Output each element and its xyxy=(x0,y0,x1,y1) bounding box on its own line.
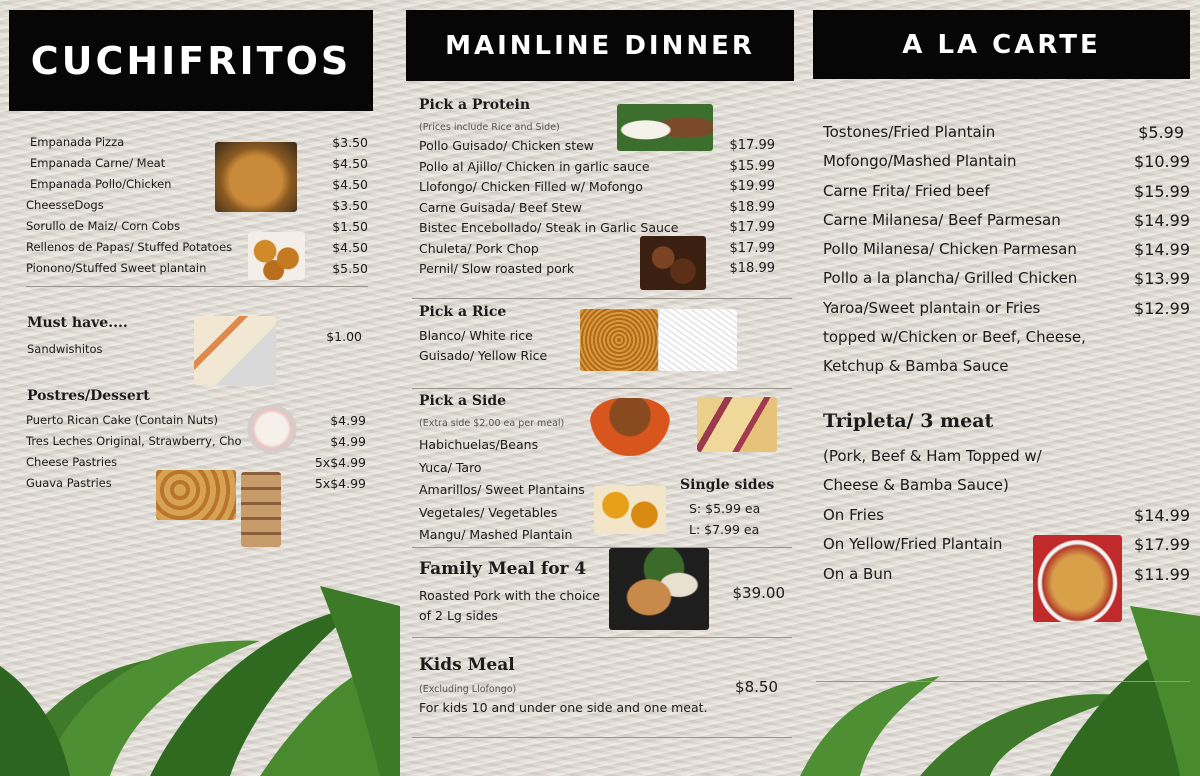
sandwich-photo xyxy=(194,316,276,385)
sandwishitos-price: $1.00 xyxy=(326,329,362,344)
menu-item: Bistec Encebollado/ Steak in Garlic Sauce $17.99 xyxy=(419,220,775,235)
menu-item: Amarillos/ Sweet Plantains xyxy=(419,482,585,497)
palm-leaves-left-decoration xyxy=(0,546,400,776)
pork-chop-photo xyxy=(640,236,706,290)
beans-photo xyxy=(590,398,670,456)
menu-item: Pollo Guisado/ Chicken stew $17.99 xyxy=(419,138,775,153)
rice-item-white: Blanco/ White rice xyxy=(419,328,533,343)
tripleta-desc1: (Pork, Beef & Ham Topped w/ xyxy=(823,447,1042,465)
alacarte-menu xyxy=(823,118,1190,382)
divider xyxy=(26,286,368,287)
menu-item: Habichuelas/Beans xyxy=(419,437,539,452)
pick-side-heading: Pick a Side xyxy=(419,393,507,409)
side-note: (Extra side $2.00 ea per meal) xyxy=(419,418,565,429)
menu-item: Guava Pastries 5x$4.99 xyxy=(26,476,366,491)
menu-item-continued: Ketchup & Bamba Sauce xyxy=(823,357,1009,376)
plantains-photo xyxy=(594,486,666,534)
rice-item-yellow: Guisado/ Yellow Rice xyxy=(419,348,548,363)
cheese-pastries-photo xyxy=(156,470,236,520)
divider xyxy=(412,737,792,738)
menu-item: Chuleta/ Pork Chop $17.99 xyxy=(419,240,775,256)
menu-item: Pollo al Ajillo/ Chicken in garlic sauce $15.99 xyxy=(419,158,775,174)
menu-item-continued: topped w/Chicken or Beef, Cheese, xyxy=(823,328,1086,347)
cuchifritos-menu xyxy=(26,132,368,279)
menu-item: Yaroa/Sweet plantain or Fries $12.99 xyxy=(823,298,1190,318)
protein-menu xyxy=(419,136,775,280)
menu-item: Empanada Pizza $3.50 xyxy=(30,135,368,150)
menu-item: CheesseDogs $3.50 xyxy=(26,198,368,213)
side-menu xyxy=(419,434,585,547)
menu-item: Pernil/ Slow roasted pork $18.99 xyxy=(419,261,775,276)
single-small-price: S: $5.99 ea xyxy=(689,501,761,516)
pick-protein-heading: Pick a Protein xyxy=(419,97,531,113)
cake-photo xyxy=(247,405,297,453)
must-have-heading: Must have.... xyxy=(27,315,128,331)
single-large-price: L: $7.99 ea xyxy=(689,522,760,537)
menu-item: On Yellow/Fried Plantain $17.99 xyxy=(823,535,1190,555)
family-meal-heading: Family Meal for 4 xyxy=(419,559,587,579)
pick-rice-heading: Pick a Rice xyxy=(419,304,507,320)
menu-item: On Fries $14.99 xyxy=(823,506,1190,525)
menu-item: Carne Guisada/ Beef Stew $18.99 xyxy=(419,199,775,215)
menu-item: On a Bun $11.99 xyxy=(823,564,1190,584)
kids-meal-price: $8.50 xyxy=(735,678,778,696)
divider xyxy=(412,637,792,638)
menu-item: Rellenos de Papas/ Stuffed Potatoes $4.50 xyxy=(26,240,368,255)
dessert-heading: Postres/Dessert xyxy=(27,388,150,404)
menu-item: Empanada Pollo/Chicken $4.50 xyxy=(30,177,368,192)
kids-meal-desc: For kids 10 and under one side and one meat. xyxy=(419,700,708,715)
kids-meal-heading: Kids Meal xyxy=(419,655,515,675)
tripleta-photo xyxy=(1033,535,1122,622)
sandwishitos-item: Sandwishitos xyxy=(27,342,103,356)
menu-item: Tostones/Fried Plantain $5.99 xyxy=(823,123,1184,142)
menu-item: Carne Frita/ Fried beef $15.99 xyxy=(823,181,1190,201)
single-sides-heading: Single sides xyxy=(680,477,775,493)
divider xyxy=(412,298,792,299)
tripleta-options xyxy=(823,501,1190,589)
menu-item: Vegetales/ Vegetables xyxy=(419,504,558,520)
menu-item: Yuca/ Taro xyxy=(419,459,482,475)
cuchifritos-title: CUCHIFRITOS xyxy=(9,10,373,111)
rellenos-photo xyxy=(248,232,305,280)
yellow-rice-photo xyxy=(580,309,658,371)
alacarte-title: A LA CARTE xyxy=(813,10,1190,79)
menu-item: Cheese Pastries 5x$4.99 xyxy=(26,455,366,470)
menu-item: Mangu/ Mashed Plantain xyxy=(419,527,573,542)
tripleta-heading: Tripleta/ 3 meat xyxy=(823,410,994,432)
menu-item: Tres Leches Original, Strawberry, Cho $4.99 xyxy=(26,434,366,449)
yuca-photo xyxy=(697,397,777,452)
divider xyxy=(816,681,1190,682)
mainline-title: MAINLINE DINNER xyxy=(406,10,794,81)
kids-meal-note: (Excluding Llofongo) xyxy=(419,684,517,695)
white-rice-photo xyxy=(659,309,737,371)
menu-item: Pollo Milanesa/ Chicken Parmesan $14.99 xyxy=(823,240,1190,260)
menu-item: Pollo a la plancha/ Grilled Chicken $13.99 xyxy=(823,269,1190,289)
guava-pastries-photo xyxy=(241,472,281,547)
protein-plate-photo xyxy=(617,104,713,151)
empanada-photo xyxy=(215,142,297,212)
menu-item: Mofongo/Mashed Plantain $10.99 xyxy=(823,152,1190,172)
menu-item: Carne Milanesa/ Beef Parmesan $14.99 xyxy=(823,210,1190,230)
menu-item: Sorullo de Maiz/ Corn Cobs $1.50 xyxy=(26,219,368,234)
menu-item: Empanada Carne/ Meat $4.50 xyxy=(30,156,368,171)
divider xyxy=(412,547,792,548)
menu-item: Pionono/Stuffed Sweet plantain $5.50 xyxy=(26,261,368,276)
family-meal-line1: Roasted Pork with the choice xyxy=(419,588,600,603)
protein-note: (Prices include Rice and Side) xyxy=(419,122,560,133)
menu-item: Llofongo/ Chicken Filled w/ Mofongo $19.99 xyxy=(419,179,775,194)
menu-item: Puerto Rican Cake (Contain Nuts) $4.99 xyxy=(26,413,366,428)
tripleta-desc2: Cheese & Bamba Sauce) xyxy=(823,476,1009,494)
family-meal-photo xyxy=(609,548,709,630)
family-meal-price: $39.00 xyxy=(732,584,785,602)
family-meal-line2: of 2 Lg sides xyxy=(419,608,498,623)
divider xyxy=(412,388,792,389)
